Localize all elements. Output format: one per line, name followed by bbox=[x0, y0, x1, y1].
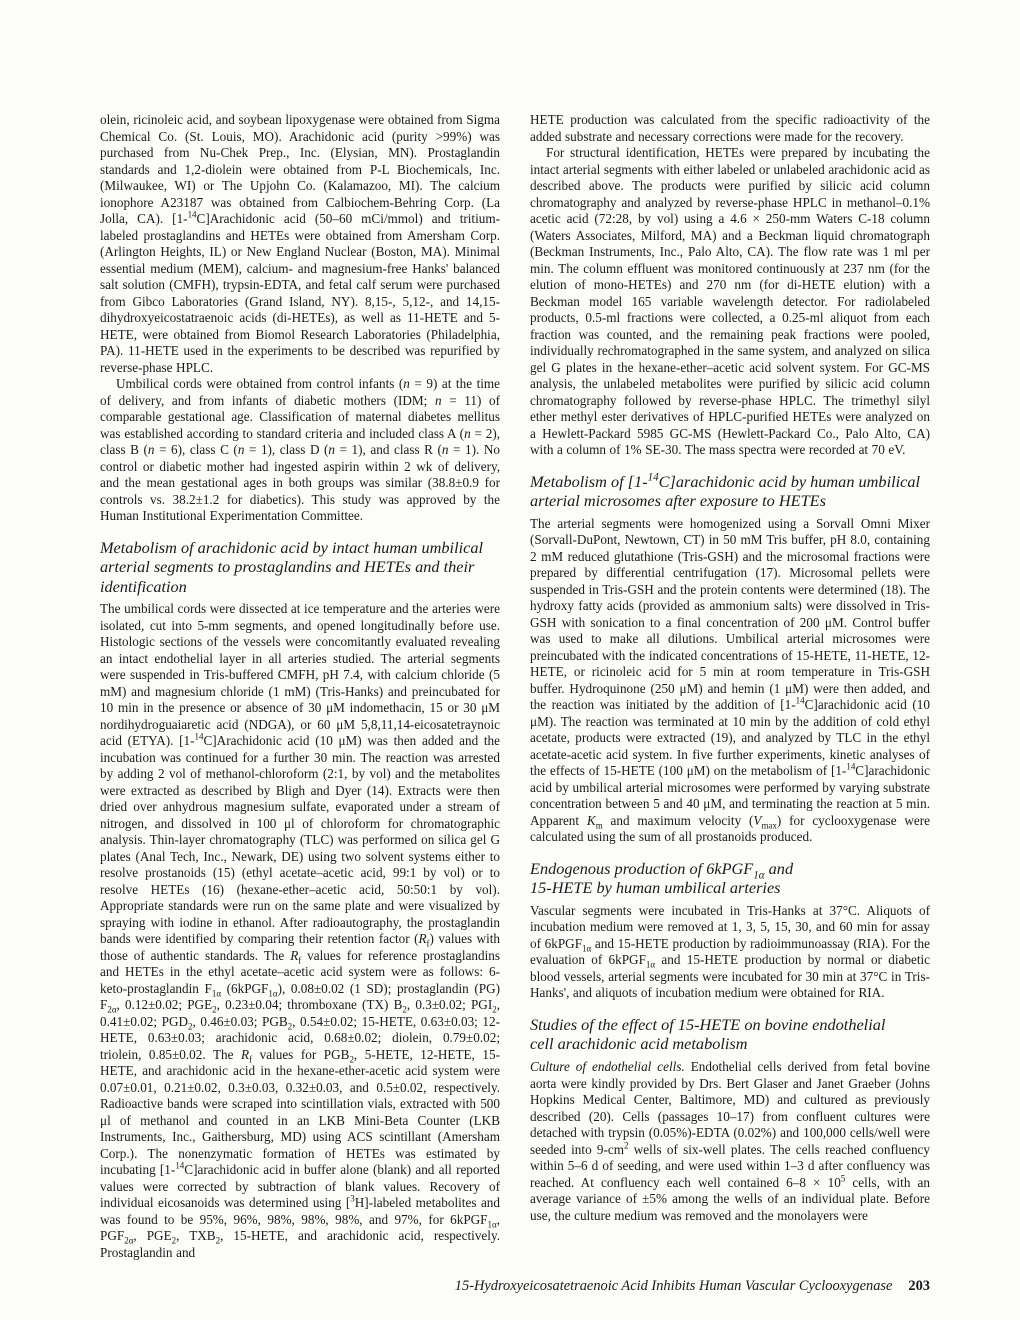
paragraph-structural-identification: For structural identification, HETEs were prepared by incubating the intact arterial segments with either labeled or unlabeled arachidonic acid as described above. The products were purified by silicic acid column chromatography and analyzed by reverse-phase HPLC in methanol–0.1% acetic acid (72:28, by vol) using a 4.6 × 250-mm Waters C-18 column (Waters Associates, Milford, MA) and a Beckman liquid chromatograph (Beckman Instruments, Inc., Palo Alto, CA). The flow rate was 1 ml per min. The column effluent was monitored continuously at 237 nm (for the elution of mono-HETEs) and 270 nm (for di-HETE elution) with a Beckman model 165 variable wavelength detector. For radiolabeled products, 0.5-ml fractions were collected, a 0.25-ml aliquot from each fraction was counted, and the remaining peak fractions were pooled, individually rechromatographed in the same system, and analyzed on silica gel G plates in the hexane-ether–acetic acid solvent system. For GC-MS analysis, the unlabeled metabolites were purified by silicic acid column chromatography followed by reverse-phase HPLC. The trimethyl silyl ether methyl ester derivatives of HPLC-purified HETEs were analyzed on a Hewlett-Packard 5985 GC-MS (Hewlett-Packard Co., Palo Alto, CA) with a column of 1% SE-30. The mass spectra were recorded at 70 eV. bbox=[530, 145, 930, 457]
paragraph-microsomes-methods: The arterial segments were homogenized using a Sorvall Omni Mixer (Sorvall-DuPont, Newtown, CT) in 50 mM Tris buffer, pH 8.0, containing 2 mM reduced glutathione (Tris-GSH) and the microsomal fractions were prepared by differential centrifugation (17). Microsomal pellets were suspended in Tris-GSH and the protein contents were determined (18). The hydroxy fatty acids (provided as ammonium salts) were dissolved in Tris-GSH with sonication to a final concentration of 200 μM. Control buffer was used to make all dilutions. Umbilical arterial microsomes were preincubated with the indicated concentrations of 15-HETE, 11-HETE, 12-HETE, or ricinoleic acid for 5 min at room temperature in Tris-GSH buffer. Hydroquinone (250 μM) and hemin (1 μM) were then added, and the reaction was initiated by the addition of [1-$^{14}$C]arachidonic acid (10 μM). The reaction was terminated at 10 min by the addition of cold ethyl acetate, products were extracted (19), and analyzed by TLC in the ethyl acetate-acetic acid system. In five further experiments, kinetic analyses of the effects of 15-HETE (100 μM) on the metabolism of [1-$^{14}$C]arachidonic acid by umbilical arterial microsomes were performed by varying substrate concentration between 5 and 40 μM, and terminating the reaction at 5 min. Apparent $K_m$ and maximum velocity $(V_{max})$ for cyclooxygenase were calculated using the sum of all prostanoids produced. bbox=[530, 515, 930, 845]
section-heading-microsomes: Metabolism of [1-$^{14}$C]arachidonic acid by human umbilical arterial microsomes after exposure to HETEs bbox=[530, 471, 921, 511]
paragraph-materials-sources: olein, ricinoleic acid, and soybean lipoxygenase were obtained from Sigma Chemical Co. (St. Louis, MO). Arachidonic acid (purity >99%) was purchased from Nu-Chek Prep., Inc. (Elysian, MN). Prostaglandin standards and 1,2-diolein were obtained from P-L Biochemicals, Inc. (Milwaukee, WI) or The Upjohn Co. (Kalamazoo, MI). The calcium ionophore A23187 was obtained from Calbiochem-Behring Corp. (La Jolla, CA). [1-$^{14}$C]Arachidonic acid (50–60 mCi/mmol) and tritium-labeled prostaglandins and HETEs were obtained from Amersham Corp. (Arlington Heights, IL) or New England Nuclear (Boston, MA). Minimal essential medium (MEM), calcium- and magnesium-free Hanks' balanced salt solution (CMFH), trypsin-EDTA, and fetal calf serum were purchased from Gibco Laboratories (Grand Island, NY). 8,15-, 5,12-, and 14,15-dihydroxyeicostatraenoic acids (di-HETEs), as well as 11-HETE and 5-HETE, were obtained from Biomol Research Laboratories (Philadelphia, PA). 11-HETE used in the experiments to be described was repurified by reverse-phase HPLC. bbox=[100, 112, 501, 375]
paragraph-hete-production: HETE production was calculated from the specific radioactivity of the added substrate and necessary corrections were made for the recovery. bbox=[530, 112, 930, 144]
right-column bbox=[530, 112, 930, 1261]
two-column-text-body bbox=[100, 112, 930, 1261]
paragraph-umbilical-cords: Umbilical cords were obtained from control infants (n = 9) at the time of delivery, and from infants of diabetic mothers (IDM; n = 11) of comparable gestational age. Classification of maternal diabetes mellitus was established according to standard criteria and included class A (n = 2), class B (n = 6), class C (n = 1), class D (n = 1), and class R (n = 1). No control or diabetic mother had ingested aspirin within 2 wk of delivery, and the mean gestational ages in both groups was similar (38.8±0.9 for controls vs. 38.2±1.2 for diabetics). This study was approved by the Human Institutional Experimentation Committee. bbox=[100, 376, 501, 523]
paragraph-endogenous-production: Vascular segments were incubated in Tris-Hanks at 37°C. Aliquots of incubation medium were removed at 1, 3, 5, 15, 30, and 60 min for assay of 6kPGF$_{1\alpha}$ and 15-HETE production by radioimmunoassay (RIA). For the evaluation of 6kPGF$_{1\alpha}$ and 15-HETE production by normal or diabetic blood vessels, arterial segments were incubated for 30 min at 37°C in Tris-Hanks', and aliquots of incubation medium were obtained for RIA. bbox=[530, 902, 930, 1001]
page-footer bbox=[455, 1278, 930, 1295]
paragraph-tlc-methods: The umbilical cords were dissected at ice temperature and the arteries were isolated, cut into 5-mm segments, and opened longitudinally before use. Histologic sections of the vessels were concomitantly evaluated revealing an intact endothelial layer in all arteries studied. The arterial segments were suspended in Tris-buffered CMFH, pH 7.4, with calcium chloride (5 mM) and magnesium chloride (1 mM) (Tris-Hanks) and preincubated for 10 min in the presence or absence of 30 μM indomethacin, 15 or 30 μM nordihydroguaiaretic acid (NDGA), or 60 μM 5,8,11,14-eicosatetraynoic acid (ETYA). [1-$^{14}$C]Arachidonic acid (10 μM) was then added and the incubation was continued for a further 30 min. The reaction was arrested by adding 2 vol of methanol-chloroform (2:1, by vol) and the metabolites were extracted as described by Bligh and Dyer (14). Extracts were then dried over anhydrous magnesium sulfate, evaporated under a stream of nitrogen, and dissolved in 100 μl of chloroform for chromatographic analysis. Thin-layer chromatography (TLC) was performed on silica gel G plates (Anal Tech, Inc., Newark, DE) using two solvent systems either to resolve prostanoids (15) (ethyl acetate–acetic acid, 99:1 by vol) or to resolve HETEs (16) (hexane-ether–acetic acid, 50:50:1 by vol). Appropriate standards were run on the same plate and were visualized by spraying with iodine in ethanol. After radioautography, the prostaglandin bands were identified by comparing their retention factor $(R_f)$ values with those of authentic standards. The $R_f$ values for reference prostaglandins and HETEs in the ethyl acetate–acetic acid system were as follows: 6-keto-prostaglandin $F_{1\alpha}$ (6kPGF$_{1\alpha}$), 0.08±0.02 (1 SD); prostaglandin (PG) $F_{2\alpha}$, 0.12±0.02; $PGE_2$, 0.23±0.04; thromboxane (TX) $B_2$, 0.3±0.02; $PGI_2$, 0.41±0.02; $PGD_2$, 0.46±0.03; $PGB_2$, 0.54±0.02; 15-HETE, 0.63±0.03; 12-HETE, 0.63±0.03; arachidonic acid, 0.68±0.02; diolein, 0.79±0.02; triolein, 0.85±0.02. The $R_f$ values for $PGB_2$, 5-HETE, 12-HETE, 15-HETE, and arachidonic acid in the hexane-ether-acetic acid system were 0.07±0.01, 0.21±0.02, 0.3±0.03, 0.32±0.03, and 0.5±0.02, respectively. Radioactive bands were scraped into scintillation vials, extracted with 500 μl of methanol and counted in an LKB Mini-Beta Counter (LKB Instruments, Inc., Gaithersburg, MD) using ACS scintillant (Amersham Corp.). The nonenzymatic formation of HETEs was estimated by incubating [1-$^{14}$C]arachidonic acid in buffer alone (blank) and all reported values were corrected by subtraction of blank values. Recovery of individual eicosanoids was determined using [$^3$H]-labeled metabolites and was found to be 95%, 96%, 98%, 98%, 98%, and 97%, for 6kPGF$_{1\alpha}$, $PGF_{2\alpha}$, $PGE_2$, $TXB_2$, 15-HETE, and arachidonic acid, respectively. Prostaglandin and bbox=[100, 601, 501, 1260]
page-number: 203 bbox=[908, 1278, 930, 1294]
section-heading-metabolism-intact-segments: Metabolism of arachidonic acid by intact human umbilical arterial segments to prostaglandins and HETEs and their identification bbox=[100, 537, 484, 596]
section-heading-endogenous-production: Endogenous production of 6kPGF$_{1\alpha}$ and 15-HETE by human umbilical arteries bbox=[530, 858, 794, 898]
section-heading-studies-15-hete: Studies of the effect of 15-HETE on bovine endothelial cell arachidonic acid metabolism bbox=[530, 1014, 886, 1054]
left-column bbox=[100, 112, 500, 1261]
paragraph-endothelial-cell-culture: Culture of endothelial cells. Endothelial cells derived from fetal bovine aorta were kindly provided by Drs. Bert Glaser and Janet Graeber (Johns Hopkins Medical Center, Baltimore, MD) and cultured as previously described (20). Cells (passages 10–17) from confluent cultures were detached with trypsin (0.05%)-EDTA (0.02%) and 100,000 cells/well were seeded into $9-cm^2$ wells of six-well plates. The cells reached confluency within 5–6 d of seeding, and were used within 1–3 d after confluency was reached. At confluency each well contained $6-8 \times 10^5$ cells, with an average variance of ±5% among the wells of an individual plate. Before use, the culture medium was removed and the monolayers were bbox=[530, 1059, 930, 1223]
running-title: 15-Hydroxyeicosatetraenoic Acid Inhibits Human Vascular Cyclooxygenase bbox=[454, 1278, 893, 1294]
